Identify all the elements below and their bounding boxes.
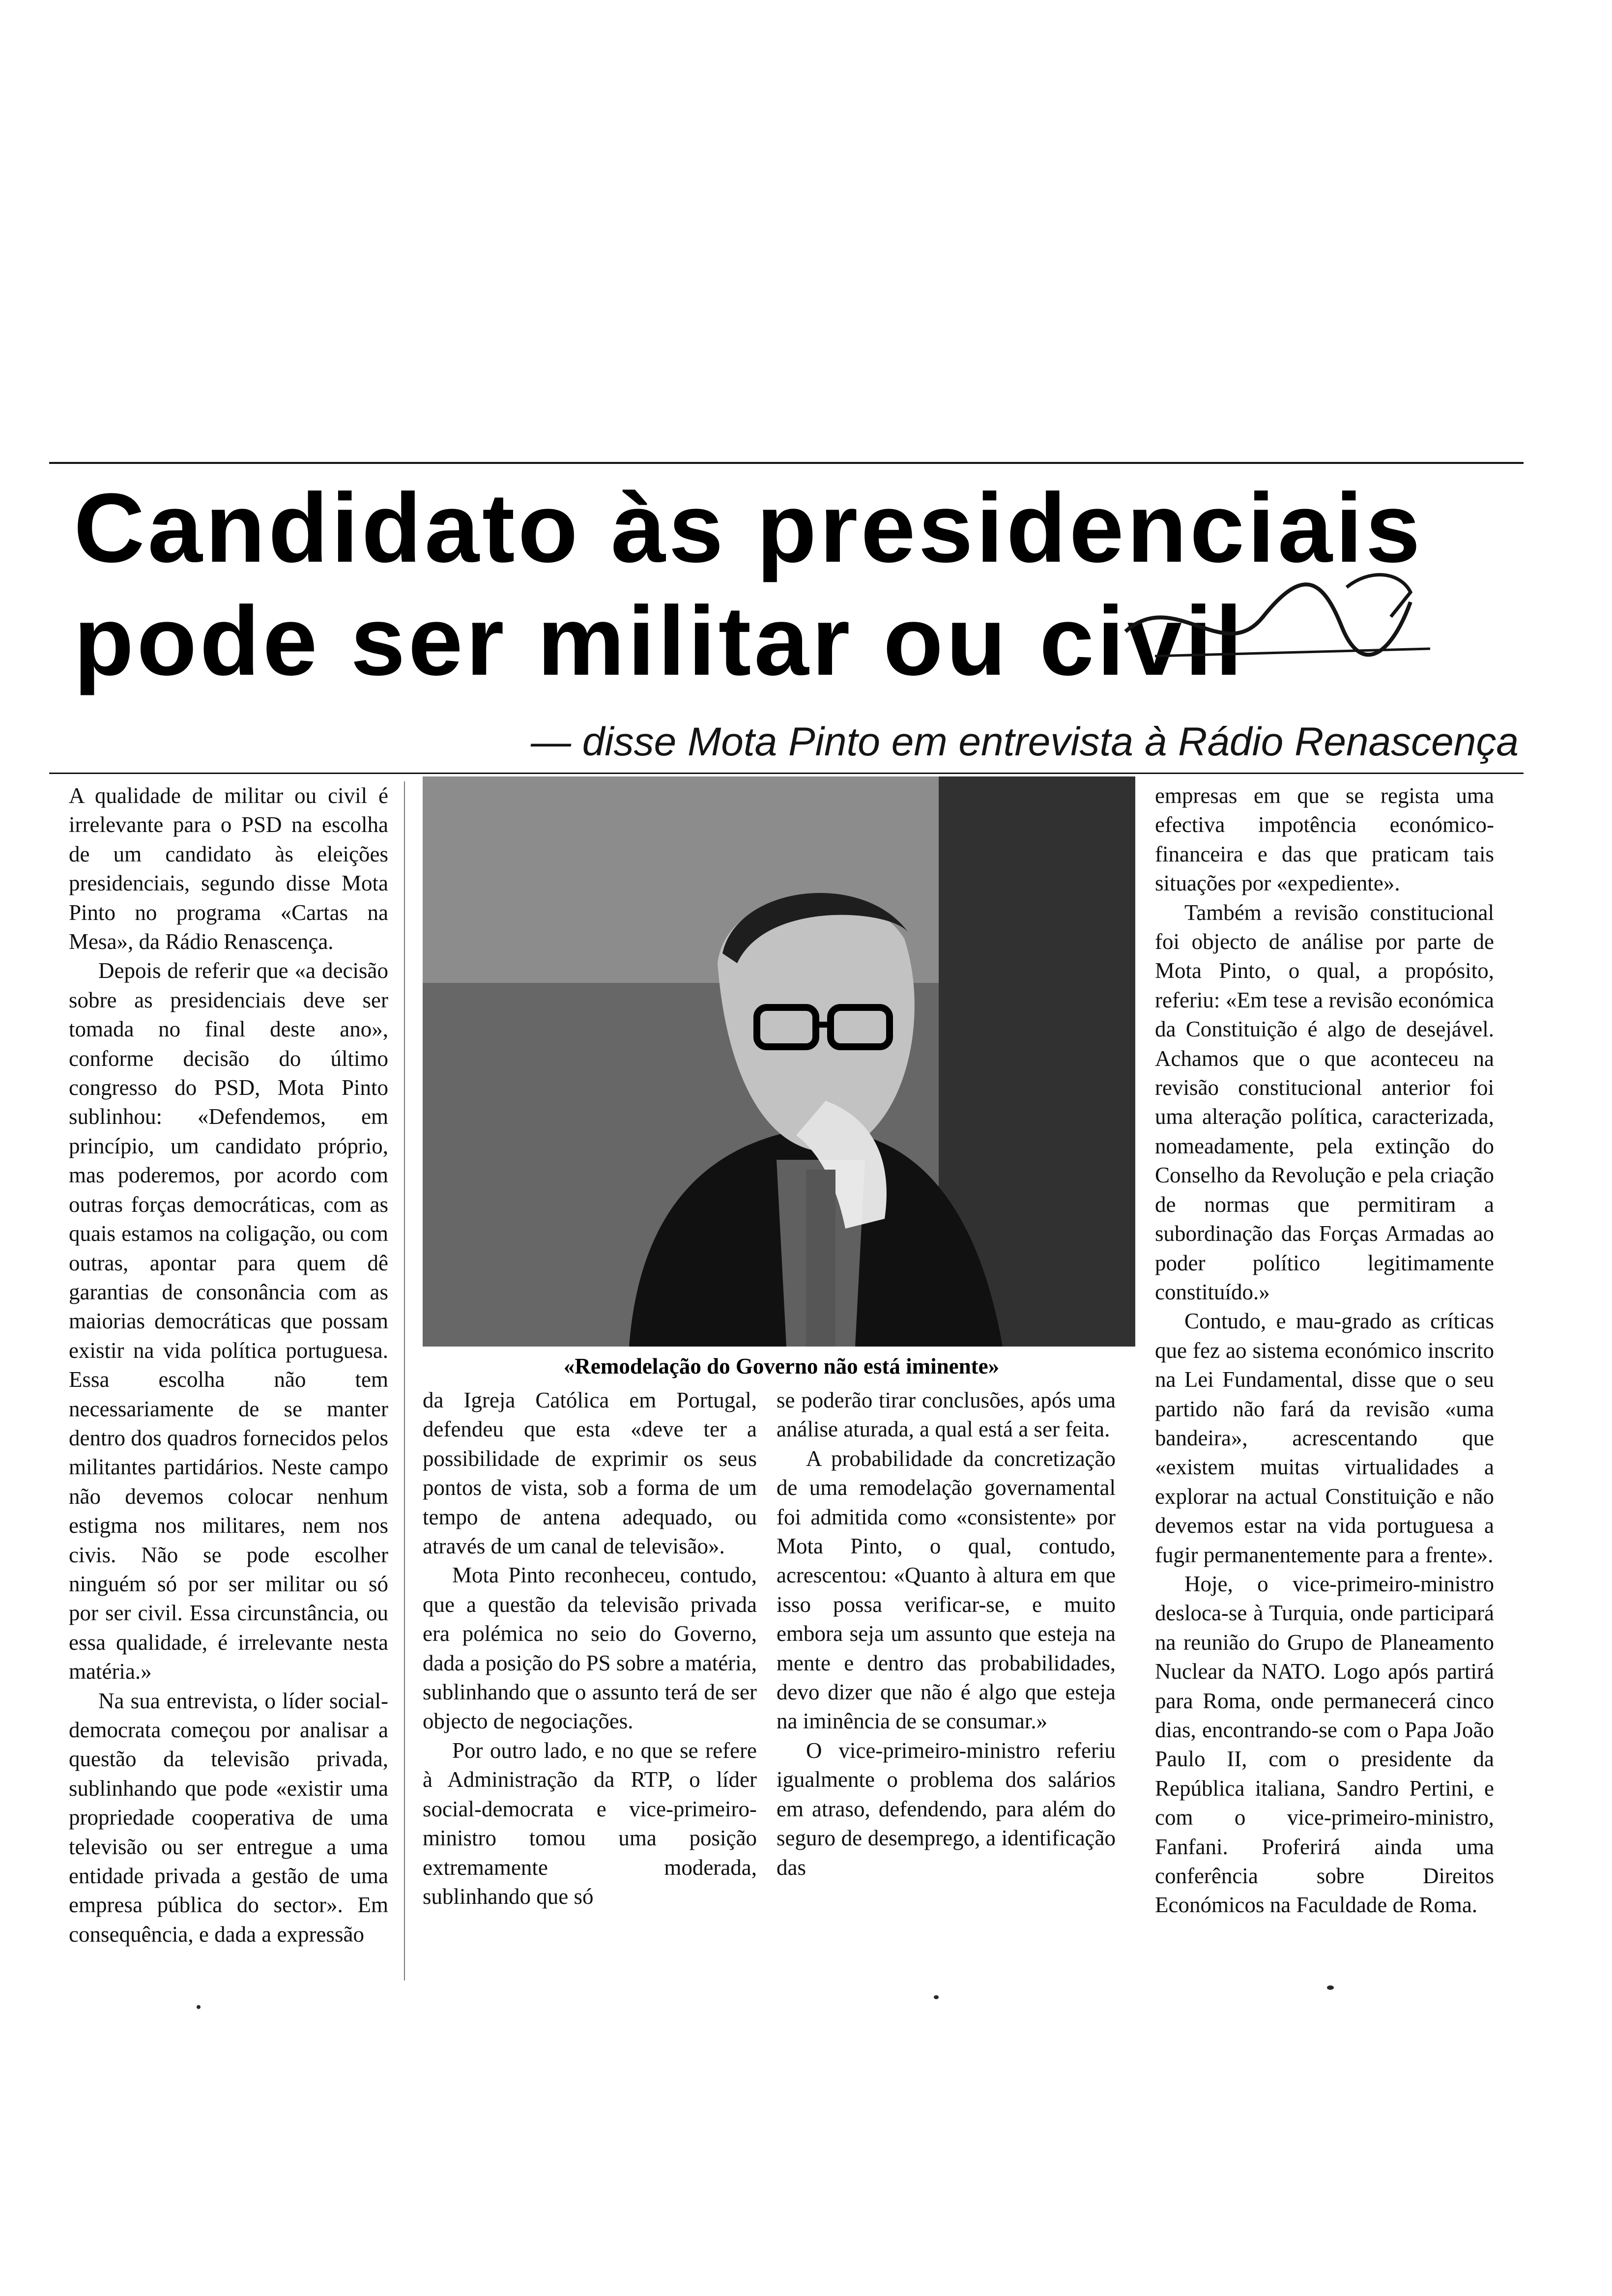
newspaper-clipping bbox=[49, 462, 1524, 2025]
column-2-paragraph: Mota Pinto reconheceu, contudo, que a questão da televisão privada era polémica no seio do Governo, dada a posição do PS sobre a matéria, sublinhando que o assunto terá de ser objecto de negociações. bbox=[423, 1563, 757, 1734]
column-1-paragraph: A qualidade de militar ou civil é irrelevante para o PSD na escolha de um candidato às eleições presidenciais, segundo disse Mota Pinto no programa «Cartas na Mesa», da Rádio Renascença. bbox=[69, 783, 388, 954]
subtitle-rule bbox=[49, 773, 1524, 774]
scan-speck bbox=[197, 2005, 201, 2009]
handwritten-annotation bbox=[1116, 558, 1469, 676]
column-2-paragraph: da Igreja Católica em Portugal, defendeu que esta «deve ter a possibilidade de exprimir os seus pontos de vista, sob a forma de um tempo de antena adequado, ou através de um canal de televisão». bbox=[423, 1388, 757, 1559]
column-4-paragraph: Hoje, o vice-primeiro-ministro desloca-se à Turquia, onde participará na reunião do Grupo de Planeamento Nuclear da NATO. Logo após partirá para Roma, onde permanecerá cinco dias, encontrando-se com o Papa João Paulo II, com o presidente da República italiana, Sandro Pertini, e com o vice-primeiro-ministro, Fanfani. Proferirá ainda uma conferência sobre Direitos Económicos na Faculdade de Roma. bbox=[1155, 1571, 1494, 1918]
headline-line-2: pode ser militar ou civil bbox=[74, 586, 1245, 696]
top-rule bbox=[49, 462, 1524, 464]
column-2-paragraph: Por outro lado, e no que se refere à Administração da RTP, o líder social-democrata e vice-primeiro-ministro tomou uma posição extremamente moderada, sublinhando que só bbox=[423, 1738, 757, 1909]
column-4 bbox=[1155, 781, 1494, 1920]
column-divider bbox=[404, 781, 405, 1980]
column-4-paragraph: Contudo, e mau-grado as críticas que fez ao sistema económico inscrito na Lei Fundamental, disse que o seu partido não fará da revisão «uma bandeira», acrescentando que «existem muitas virtualidades a explorar na actual Constituição e não devemos estar na vida portuguesa a fugir permanentemente para a frente». bbox=[1155, 1309, 1494, 1567]
mota-pinto-photo bbox=[423, 776, 1135, 1347]
column-4-paragraph: Também a revisão constitucional foi objecto de análise por parte de Mota Pinto, o qual, a propósito, referiu: «Em tese a revisão económica da Constituição é algo de desejável. Achamos que o que aconteceu na revisão constitucional anterior foi uma alteração política, caracterizada, nomeadamente, pela extinção do Conselho da Revolução e pela criação de normas que permitiram a subordinação das Forças Armadas ao poder político legitimamente constituído.» bbox=[1155, 900, 1494, 1304]
column-1-paragraph: Na sua entrevista, o líder social-democrata começou por analisar a questão da televisão privada, sublinhando que pode «existir uma propriedade cooperativa de uma televisão ou ser entregue a uma entidade privada a gestão de uma empresa pública do sector». Em consequência, e dada a expressão bbox=[69, 1688, 388, 1947]
headline-line-1: Candidato às presidenciais bbox=[74, 473, 1423, 583]
column-1 bbox=[69, 781, 388, 1949]
photo-caption: «Remodelação do Governo não está iminente» bbox=[563, 1354, 1000, 1378]
column-3-paragraph: A probabilidade da concretização de uma remodelação governamental foi admitida como «consistente» por Mota Pinto, o qual, contudo, acrescentou: «Quanto à altura em que isso possa verificar-se, e muito embora seja um assunto que esteja na mente e dentro das probabilidades, devo dizer que não é algo que esteja na iminência de se consumar.» bbox=[777, 1446, 1116, 1734]
column-2 bbox=[423, 1386, 757, 1911]
scan-speck bbox=[1327, 1985, 1334, 1990]
subtitle: — disse Mota Pinto em entrevista à Rádio Renascença bbox=[530, 719, 1519, 764]
column-1-paragraph: Depois de referir que «a decisão sobre as presidenciais deve ser tomada no final deste ano», conforme decisão do último congresso do PSD, Mota Pinto sublinhou: «Defendemos, em princípio, um candidato próprio, mas poderemos, por acordo com outras forças democráticas, com as quais estamos na coligação, ou com outras, apontar para quem dê garantias de consonância com as maiorias democráticas que possam existir na vida política portuguesa. Essa escolha não tem necessariamente de se manter dentro dos quadros fornecidos pelos militantes partidários. Neste campo não devemos colocar nenhum estigma nos militares, nem nos civis. Não se pode escolher ninguém só por ser militar ou só por ser civil. Essa circunstância, ou essa qualidade, é irrelevante nesta matéria.» bbox=[69, 958, 388, 1684]
scan-speck bbox=[934, 1995, 939, 1999]
portrait-image bbox=[423, 776, 1135, 1347]
column-4-paragraph: empresas em que se regista uma efectiva impotência económico-financeira e das que praticam tais situações por «expediente». bbox=[1155, 783, 1494, 896]
column-3 bbox=[777, 1386, 1116, 1882]
column-3-paragraph: O vice-primeiro-ministro referiu igualmente o problema dos salários em atraso, defendendo, para além do seguro de desemprego, a identificação das bbox=[777, 1738, 1116, 1880]
column-3-paragraph: se poderão tirar conclusões, após uma análise aturada, a qual está a ser feita. bbox=[777, 1388, 1116, 1442]
